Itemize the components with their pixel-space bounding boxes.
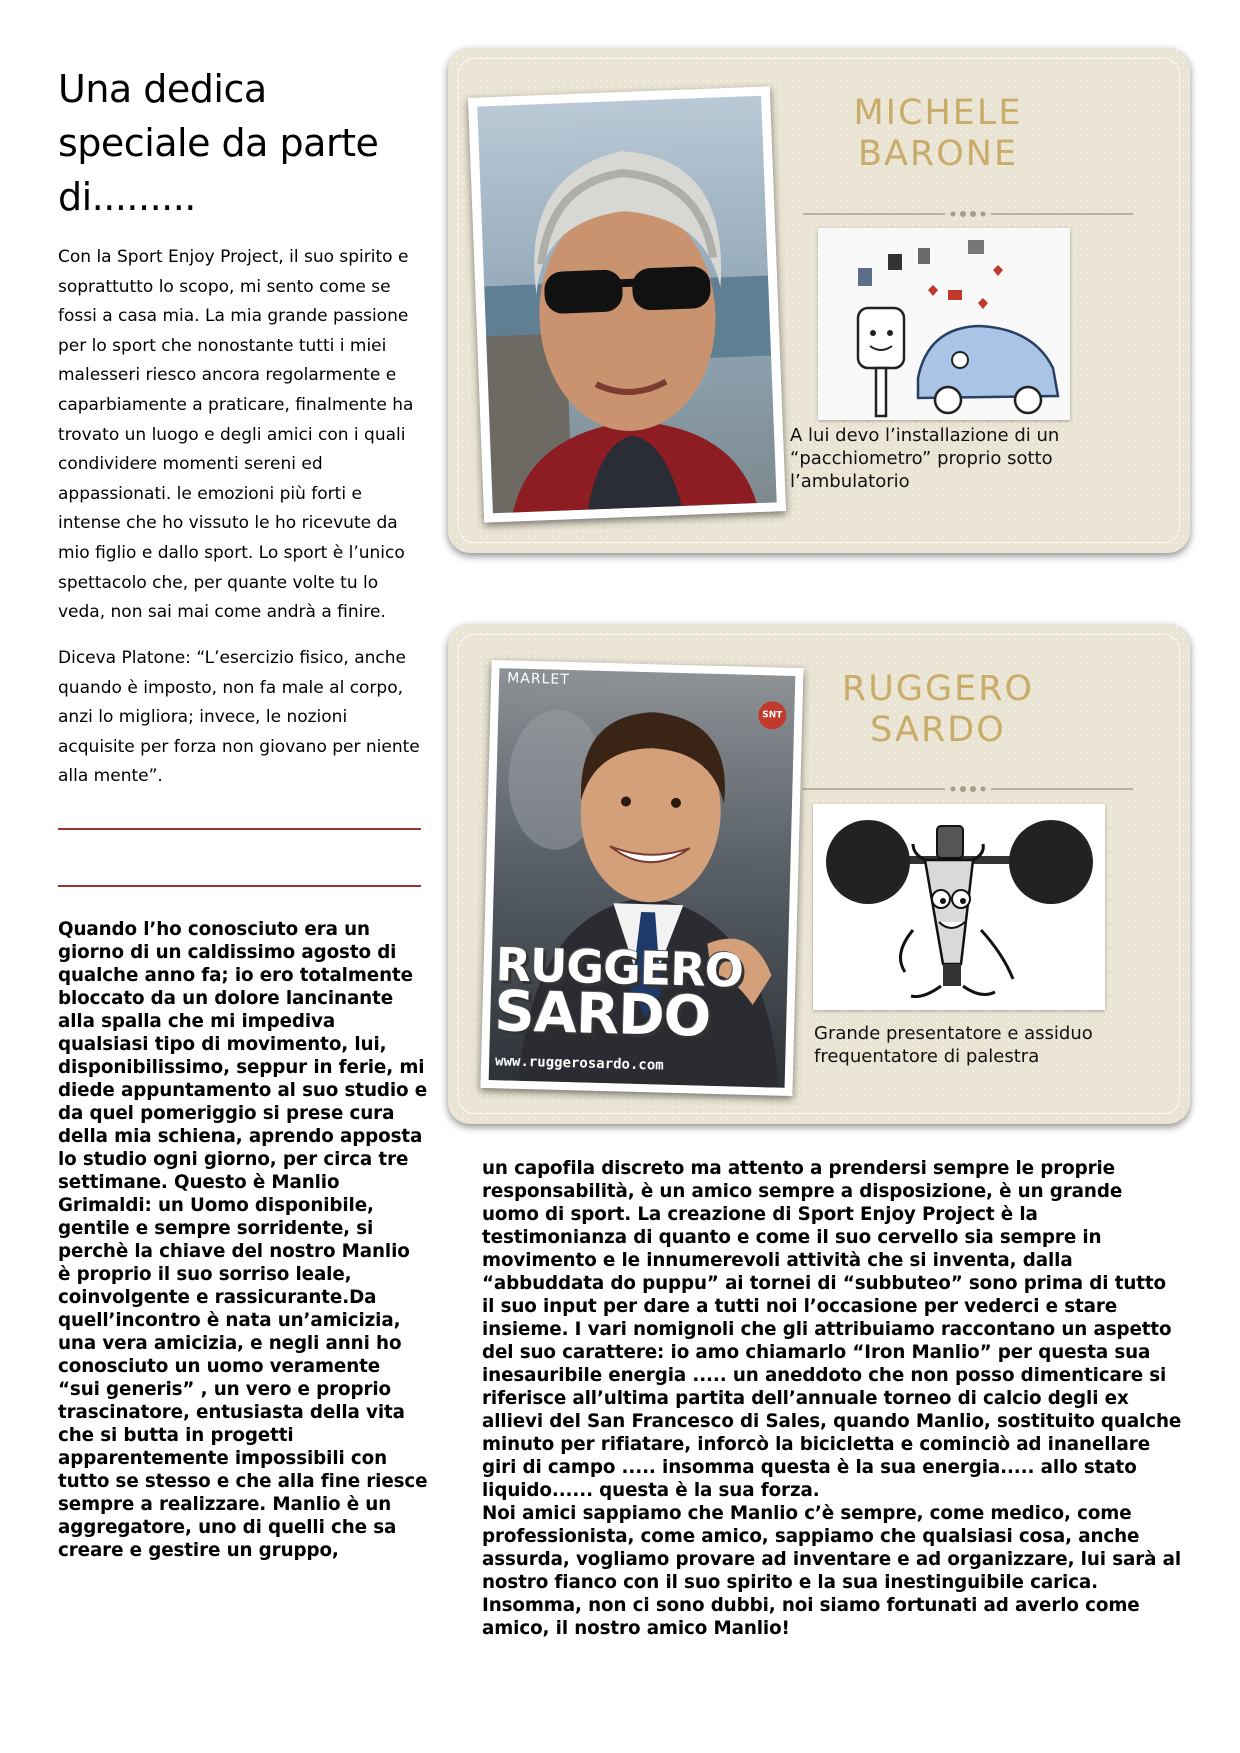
- poster-badge: SNT: [758, 701, 787, 730]
- intro-paragraph-2: Diceva Platone: “L’esercizio fisico, anche quando è imposto, non fa male al corpo, anzi lo migliora; invece, le nozioni acquisite per forza non giovano per niente alla mente”.: [58, 648, 420, 787]
- parking-meter-illustration: [818, 228, 1070, 420]
- poster-brand: MARLET: [506, 670, 570, 689]
- page-title: Una dedica speciale da parte di.........: [58, 67, 379, 219]
- barbell-microphone-illustration: [813, 804, 1105, 1010]
- story-left-column: Quando l’ho conosciuto era un giorno di un caldissimo agosto di qualche anno fa; io ero totalmente bloccato da un dolore lancinante alla spalla che mi impediva qualsiasi tipo di movimento, lui, disponibilissimo, seppur in ferie, mi diede appuntamento al suo studio e da quel pomeriggio si prese cura della mia schiena, aprendo apposta lo studio ogni giorno, per circa tre settimane. Questo è Manlio Grimaldi: un Uomo disponibile, gentile e sempre sorridente, si perchè la chiave del nostro Manlio è proprio il suo sorriso leale, coinvolgente e rassicurante.Da quell’incontro è nata un’amicizia, una vera amicizia, e negli anni ho conosciuto un uomo veramente “sui generis” , un vero e proprio trascinatore, entusiasta della vita che si butta in progetti apparentemente impossibili con tutto se stesso e che alla fine riesce sempre a realizzare. Manlio è un aggregatore, uno di quelli che sa creare e gestire un gruppo,: [58, 919, 428, 1561]
- ornament-icon: [945, 209, 991, 219]
- profile-card-ruggero-sardo: [448, 624, 1190, 1124]
- profile-card-michele-barone: [448, 48, 1190, 553]
- barbell-microphone-icon: [813, 804, 1105, 1010]
- poster-photo-ruggero-sardo: [480, 660, 803, 1096]
- ornament-icon: [945, 784, 991, 794]
- portrait-person-icon: [477, 96, 776, 514]
- divider-rule: [58, 885, 421, 887]
- parking-meter-car-icon: [818, 228, 1070, 420]
- card-name: MICHELE BARONE: [853, 93, 1023, 174]
- card-caption: A lui devo l’installazione di un “pacchiometro” proprio sotto l’ambulatorio: [790, 425, 1060, 492]
- card-caption: Grande presentatore e assiduo frequentatore di palestra: [814, 1023, 1093, 1067]
- story-right-column: un capofila discreto ma attento a prendersi sempre le proprie responsabilità, è un amico sempre a disposizione, è un grande uomo di sport. La creazione di Sport Enjoy Project è la testimonianza di quanto e come il suo cervello sia sempre in movimento e le innumerevoli attività che si inventa, dalla “abbuddata do puppu” ai tornei di “subbuteo” sono prima di tutto il suo input per dare a tutti noi l’occasione per vederci e stare insieme. I vari nomignoli che gli attribuiamo raccontano un aspetto del suo carattere: io amo chiamarlo “Iron Manlio” per questa sua inesauribile energia ..... un aneddoto che non posso dimenticare si riferisce all’ultima partita dell’annuale torneo di calcio degli ex allievi del San Francesco di Sales, quando Manlio, sostituito qualche minuto per rifiatare, inforcò la bicicletta e cominciò ad inanellare giri di campo ..... insomma questa è la sua energia..... allo stato liquido...... questa è la sua forza. Noi amici sappiamo che Manlio c’è sempre, come medico, come professionista, come amico, sappiamo che qualsiasi cosa, anche assurda, vogliamo provare ad inventare e ad organizzare, lui sarà al nostro fianco con il suo spirito e la sua inestinguibile carica. Insomma, non ci sono dubbi, noi siamo fortunati ad averlo come amico, il nostro amico Manlio!: [482, 1158, 1182, 1639]
- divider-rule: [58, 828, 421, 830]
- poster-url: www.ruggerosardo.com: [494, 1053, 664, 1074]
- intro-paragraph-1: Con la Sport Enjoy Project, il suo spirito e soprattutto lo scopo, mi sento come se fossi a casa mia. La mia grande passione per lo sport che nonostante tutti i miei malesseri riesco ancora regolarmente e caparbiamente a praticare, finalmente ha trovato un luogo e degli amici con i quali condividere momenti sereni ed appassionati. le emozioni più forti e intense che ho vissuto le ho ricevute da mio figlio e dallo sport. Lo sport è l’unico spettacolo che, per quante volte tu lo veda, non sai mai come andrà a finire.: [58, 247, 414, 623]
- portrait-photo-michele-barone: [468, 86, 786, 522]
- poster-title: RUGGERO SARDO: [493, 937, 744, 1050]
- card-name: RUGGERO SARDO: [841, 669, 1035, 750]
